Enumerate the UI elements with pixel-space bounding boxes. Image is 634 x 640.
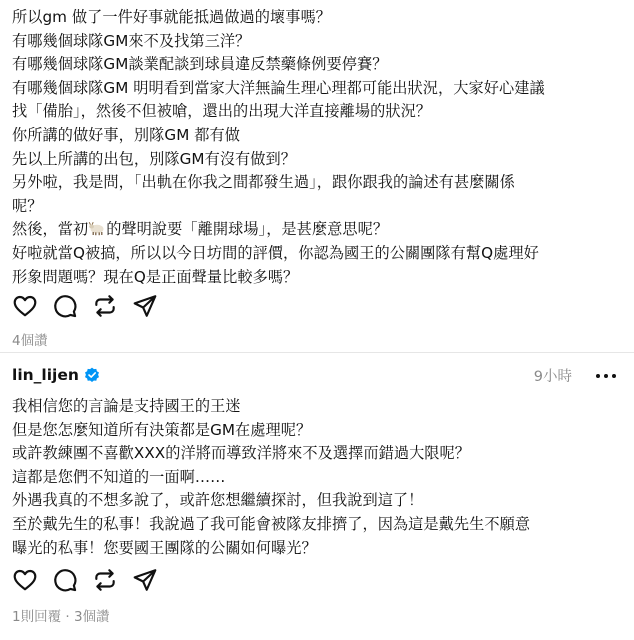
heart-icon[interactable] [12, 567, 38, 593]
post1-line-prefix: 然後，當初 [12, 220, 89, 239]
post1-line: 找「備胎」，然後不但被嗆，還出的出現大洋直接離場的狀況？ [12, 102, 432, 121]
reply-body-1 [12, 6, 624, 289]
post1-line: 有哪幾個球隊GM 明明看到當家大洋無論生理心理都可能出狀況，大家好心建議 [12, 78, 545, 97]
comment-icon[interactable] [52, 293, 78, 319]
action-bar-2 [12, 567, 158, 593]
post2-line: 或許教練團不喜歡XXX的洋將而導致洋將來不及選擇而錯過大限呢？ [12, 444, 471, 463]
post1-line: 所以gm 做了一件好事就能抵過做過的壞事嗎？ [12, 8, 331, 26]
goat-emoji-icon [88, 220, 106, 236]
post1-line: 形象問題嗎？現在Q是正面聲量比較多嗎？ [12, 267, 299, 286]
reply-header-2 [12, 364, 624, 386]
post2-line: 外遇我真的不想多說了，或許您想繼續探討，但我說到這了！ [12, 491, 424, 510]
more-icon[interactable] [594, 368, 618, 382]
post1-line: 有哪幾個球隊GM談業配談到球員違反禁藥條例要停賽？ [12, 55, 388, 74]
repost-icon[interactable] [92, 567, 118, 593]
comment-icon[interactable] [52, 567, 78, 593]
divider [0, 352, 634, 353]
post1-line-rest: 的聲明說要「離開球場」，是甚麼意思呢？ [106, 220, 389, 239]
share-icon[interactable] [132, 567, 158, 593]
post1-line: 先以上所講的出包，別隊GM有沒有做到？ [12, 149, 297, 168]
username[interactable]: lin_lijen [12, 365, 79, 384]
post2-line: 這都是您們不知道的一面啊…… [12, 467, 226, 486]
post2-line: 我相信您的言論是支持國王的王迷 [12, 397, 241, 415]
post1-line: 另外啦，我是問，「出軌在你我之間都發生過」，跟你跟我的論述有甚麼關係 [12, 173, 515, 192]
share-icon[interactable] [132, 293, 158, 319]
timestamp: 9小時 [533, 369, 572, 385]
heart-icon[interactable] [12, 293, 38, 319]
post1-line: 你所講的做好事，別隊GM 都有做 [12, 125, 240, 144]
post2-line: 但是您怎麼知道所有決策都是GM在處理呢？ [12, 420, 312, 439]
post2-line: 曝光的私事！您要國王團隊的公關如何曝光？ [12, 538, 317, 557]
verified-badge-icon [84, 367, 100, 383]
action-bar-1 [12, 293, 158, 319]
reply-and-likes-count-2[interactable]: 1則回覆 · 3個讚 [12, 609, 110, 625]
repost-icon[interactable] [92, 293, 118, 319]
post1-line: 有哪幾個球隊GM來不及找第三洋？ [12, 31, 251, 50]
reply-body-2 [12, 395, 624, 560]
post1-line: 呢？ [12, 196, 43, 215]
likes-count-1[interactable]: 4個讚 [12, 333, 48, 349]
post1-line-with-emoji [12, 218, 624, 242]
post1-line: 好啦就當Q被搞，所以以今日坊間的評價，你認為國王的公關團隊有幫Q處理好 [12, 243, 539, 262]
post2-line: 至於戴先生的私事！我說過了我可能會被隊友排擠了，因為這是戴先生不願意 [12, 514, 531, 533]
